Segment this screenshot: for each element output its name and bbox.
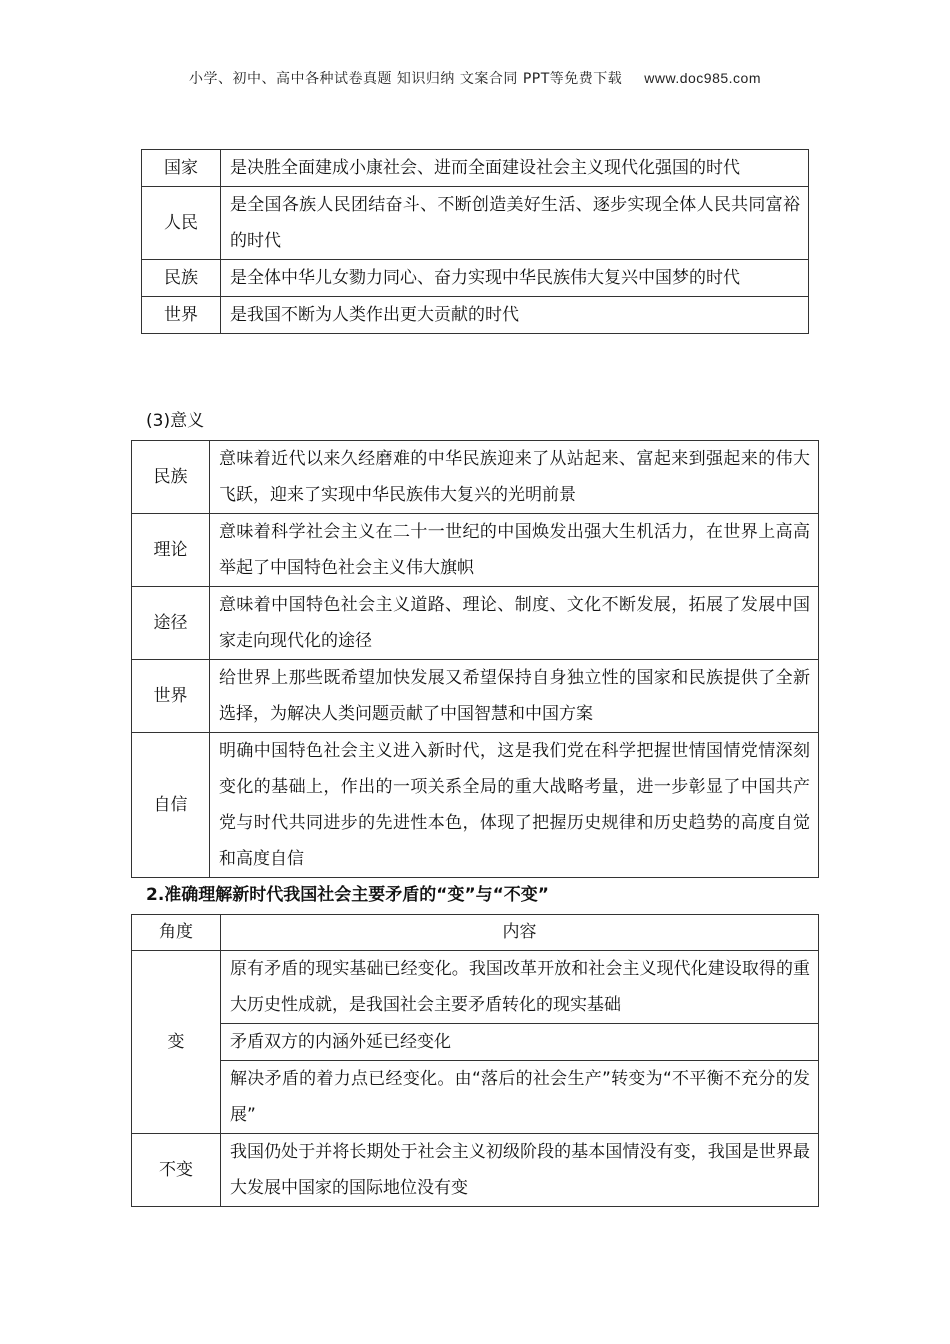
row-value: 意味着中国特色社会主义道路、理论、制度、文化不断发展，拓展了发展中国家走向现代化的途径: [210, 587, 819, 660]
row-value: 意味着近代以来久经磨难的中华民族迎来了从站起来、富起来到强起来的伟大飞跃，迎来了实现中华民族伟大复兴的光明前景: [210, 441, 819, 514]
table-row: [132, 1061, 819, 1134]
row-key: 途径: [132, 587, 210, 660]
significance-table: [131, 440, 819, 878]
row-value: 矛盾双方的内涵外延已经变化: [221, 1024, 819, 1061]
row-key-no-change: 不变: [132, 1134, 221, 1207]
table-row: [132, 587, 819, 660]
table-row: [132, 660, 819, 733]
row-key: 国家: [142, 150, 221, 187]
row-value: 意味着科学社会主义在二十一世纪的中国焕发出强大生机活力，在世界上高高举起了中国特色社会主义伟大旗帜: [210, 514, 819, 587]
row-value: 给世界上那些既希望加快发展又希望保持自身独立性的国家和民族提供了全新选择，为解决人类问题贡献了中国智慧和中国方案: [210, 660, 819, 733]
header-site[interactable]: www.doc985.com: [644, 70, 761, 86]
table-row: [142, 150, 809, 187]
contradiction-table: [131, 914, 819, 1207]
row-value: 我国仍处于并将长期处于社会主义初级阶段的基本国情没有变，我国是世界最大发展中国家的国际地位没有变: [221, 1134, 819, 1207]
row-key: 民族: [142, 260, 221, 297]
row-value: 是我国不断为人类作出更大贡献的时代: [221, 297, 809, 334]
table-row: [132, 1134, 819, 1207]
section-heading-significance: (3)意义: [146, 411, 205, 431]
row-key-change: 变: [132, 951, 221, 1134]
header-text: 小学、初中、高中各种试卷真题 知识归纳 文案合同 PPT等免费下载: [188, 71, 623, 87]
row-key: 人民: [142, 187, 221, 260]
row-key: 民族: [132, 441, 210, 514]
era-meaning-table: [141, 149, 809, 334]
table-row: [142, 260, 809, 297]
table-header-row: [132, 915, 819, 951]
row-value: 解决矛盾的着力点已经变化。由“落后的社会生产”转变为“不平衡不充分的发展”: [221, 1061, 819, 1134]
row-key: 世界: [142, 297, 221, 334]
row-key: 自信: [132, 733, 210, 878]
row-key: 理论: [132, 514, 210, 587]
column-header-content: 内容: [221, 915, 819, 951]
row-value: 明确中国特色社会主义进入新时代，这是我们党在科学把握世情国情党情深刻变化的基础上，作出的一项关系全局的重大战略考量，进一步彰显了中国共产党与时代共同进步的先进性本色，体现了把握历史规律和历史趋势的高度自觉和高度自信: [210, 733, 819, 878]
row-value: 是决胜全面建成小康社会、进而全面建设社会主义现代化强国的时代: [221, 150, 809, 187]
table-row: [132, 1024, 819, 1061]
table-row: [132, 441, 819, 514]
row-value: 是全国各族人民团结奋斗、不断创造美好生活、逐步实现全体人民共同富裕的时代: [221, 187, 809, 260]
section-heading-contradiction: 2.准确理解新时代我国社会主要矛盾的“变”与“不变”: [146, 885, 549, 905]
row-value: 是全体中华儿女勠力同心、奋力实现中华民族伟大复兴中国梦的时代: [221, 260, 809, 297]
table-row: [132, 951, 819, 1024]
table-row: [142, 297, 809, 334]
row-key: 世界: [132, 660, 210, 733]
table-row: [142, 187, 809, 260]
page-header: [0, 68, 950, 88]
column-header-angle: 角度: [132, 915, 221, 951]
table-row: [132, 733, 819, 878]
row-value: 原有矛盾的现实基础已经变化。我国改革开放和社会主义现代化建设取得的重大历史性成就，是我国社会主要矛盾转化的现实基础: [221, 951, 819, 1024]
table-row: [132, 514, 819, 587]
